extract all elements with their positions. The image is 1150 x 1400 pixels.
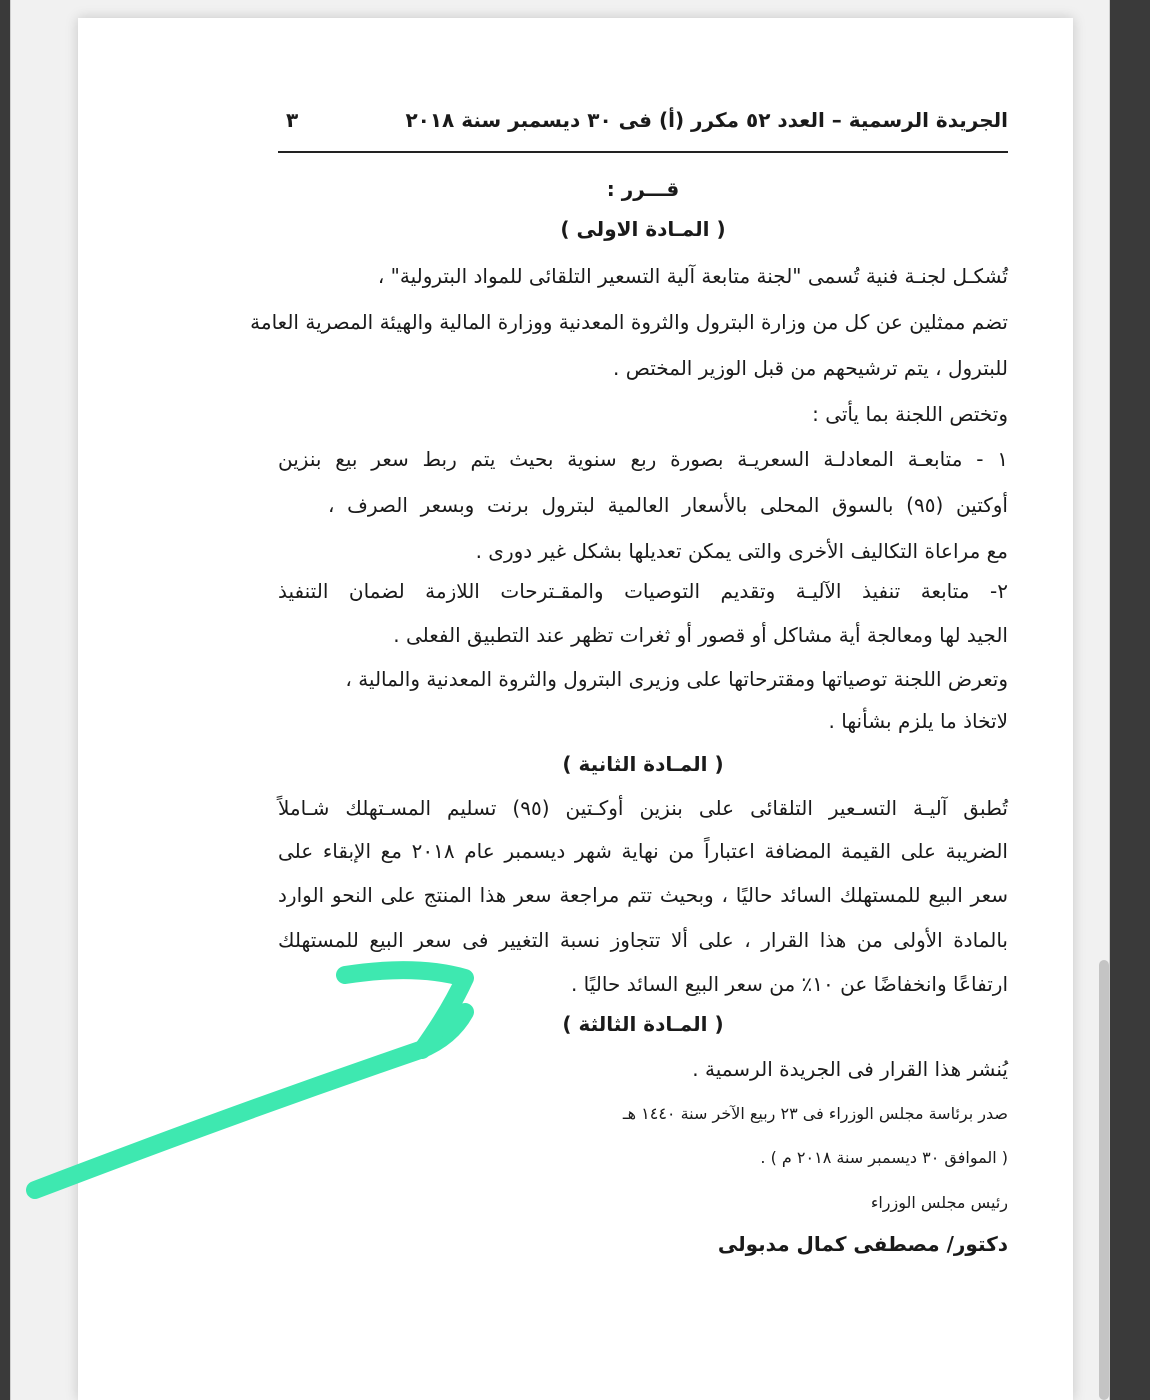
scrollbar-thumb[interactable] (1099, 960, 1109, 1400)
article-2-heading: ( المـادة الثانية ) (562, 752, 724, 776)
page-number: ٣ (286, 108, 299, 132)
document-page (78, 18, 1073, 1400)
article-1-heading: ( المـادة الاولى ) (560, 217, 726, 241)
issued-line-2: ( الموافق ٣٠ ديسمبر سنة ٢٠١٨ م ) . (760, 1148, 1008, 1167)
article-3-line: يُنشر هذا القرار فى الجريدة الرسمية . (692, 1057, 1008, 1081)
article-1-item: ١ - متابعـة المعادلـة السعريـة بصورة ربع سنوية بحيث يتم ربط سعر بيع بنزين (278, 447, 1008, 471)
article-1-item: الجيد لها ومعالجة أية مشاكل أو قصور أو ثغرات تظهر عند التطبيق الفعلى . (393, 623, 1008, 647)
page-header (278, 100, 1008, 140)
article-1-line: تضم ممثلين عن كل من وزارة البترول والثروة المعدنية ووزارة المالية والهيئة المصرية العامة (250, 310, 1008, 334)
article-3-heading: ( المـادة الثالثة ) (562, 1012, 724, 1036)
article-1-line: وتختص اللجنة بما يأتى : (812, 402, 1008, 426)
article-2-line: ارتفاعًا وانخفاضًا عن ١٠٪ من سعر البيع السائد حاليًا . (570, 972, 1008, 996)
signature-role: رئيس مجلس الوزراء (870, 1193, 1008, 1212)
vertical-scrollbar[interactable] (1099, 960, 1109, 1400)
article-1-item: أوكتين (٩٥) بالسوق المحلى بالأسعار العالمية لبترول برنت وبسعر الصرف ، (328, 493, 1008, 517)
article-1-item: ٢- متابعة تنفيذ الآليـة وتقديم التوصيات والمقـترحات اللازمة لضمان التنفيذ (278, 579, 1008, 603)
issued-line-1: صدر برئاسة مجلس الوزراء فى ٢٣ ربيع الآخر سنة ١٤٤٠ هـ (622, 1104, 1008, 1123)
article-1-line: وتعرض اللجنة توصياتها ومقترحاتها على وزيرى البترول والثروة المعدنية والمالية ، (345, 667, 1008, 691)
article-1-item: مع مراعاة التكاليف الأخرى والتى يمكن تعديلها بشكل غير دورى . (475, 539, 1008, 563)
decision-title: قـــرر : (606, 177, 680, 201)
article-2-line: الضريبة على القيمة المضافة اعتباراً من نهاية شهر ديسمبر عام ٢٠١٨ مع الإبقاء على (278, 839, 1008, 863)
header-title: الجريدة الرسمية – العدد ٥٢ مكرر (أ) فى ٣٠ ديسمبر سنة ٢٠١٨ (405, 108, 1008, 132)
article-2-line: سعر البيع للمستهلك السائد حاليًا ، وبحيث تتم مراجعة سعر هذا المنتج على النحو الوارد (278, 883, 1008, 907)
signature-name: دكتور/ مصطفى كمال مدبولى (717, 1232, 1008, 1256)
article-1-line: لاتخاذ ما يلزم بشأنها . (828, 709, 1008, 733)
article-1-line: للبترول ، يتم ترشيحهم من قبل الوزير المختص . (612, 356, 1008, 380)
article-2-line: تُطبق آليـة التسـعير التلقائى على بنزين أوكـتين (٩٥) تسليم المسـتهلك شـاملاً (278, 796, 1008, 820)
header-divider (278, 151, 1008, 153)
article-1-line: تُشكـل لجنـة فنية تُسمى "لجنة متابعة آلية التسعير التلقائى للمواد البترولية" ، (377, 264, 1008, 288)
article-2-line: بالمادة الأولى من هذا القرار ، على ألا تتجاوز نسبة التغيير فى سعر البيع للمستهلك (278, 928, 1008, 952)
